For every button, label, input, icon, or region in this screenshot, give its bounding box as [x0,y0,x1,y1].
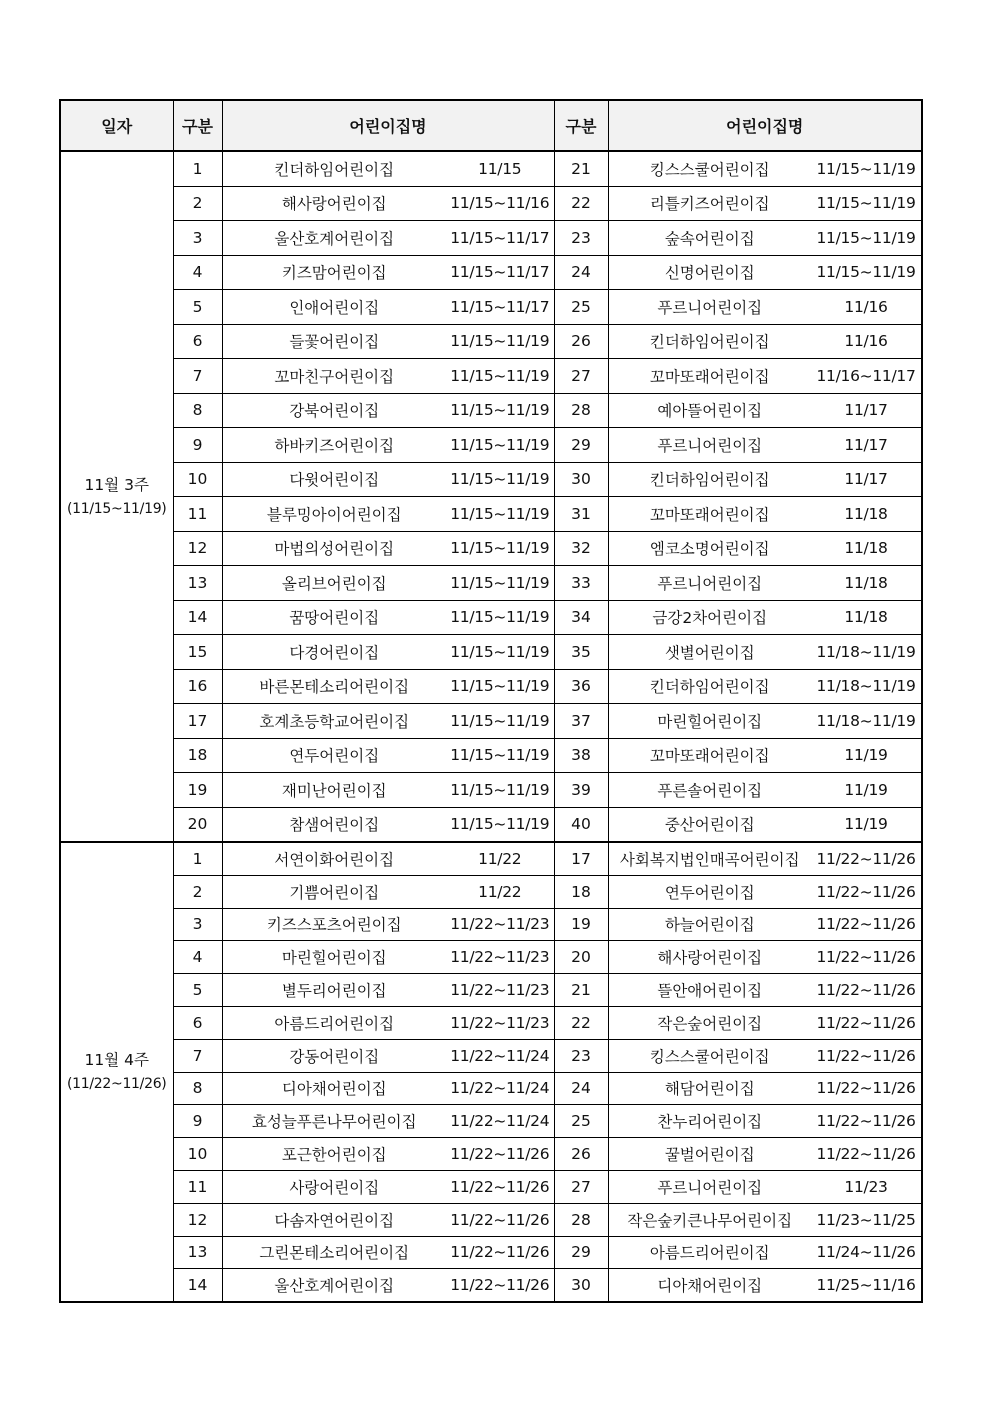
header-category: 구분 [173,100,222,151]
daycare-name: 해담어린이집 [608,1072,811,1105]
row-number: 12 [173,1203,222,1236]
week-label: 11월 4주 [84,1051,149,1070]
daycare-name: 디아채어린이집 [608,1269,811,1302]
period: 11/17 [811,428,922,463]
table-row [60,221,922,256]
row-number: 3 [173,221,222,256]
daycare-name: 하바키즈어린이집 [222,428,446,463]
row-number: 13 [173,566,222,601]
row-number: 22 [554,1006,608,1039]
daycare-name: 푸른솔어린이집 [608,773,811,808]
period: 11/22~11/26 [811,875,922,908]
daycare-name: 서연이화어린이집 [222,842,446,875]
week-cell [60,842,173,1302]
row-number: 22 [554,186,608,221]
row-number: 23 [554,1039,608,1072]
table-row [60,359,922,394]
period: 11/22~11/23 [446,1006,554,1039]
week-label: 11월 3주 [84,475,149,494]
daycare-name: 찬누리어린이집 [608,1105,811,1138]
daycare-name: 울산호계어린이집 [222,1269,446,1302]
daycare-name: 하늘어린이집 [608,908,811,941]
period: 11/19 [811,807,922,842]
row-number: 28 [554,1203,608,1236]
daycare-name: 꿀벌어린이집 [608,1138,811,1171]
period: 11/15~11/19 [811,255,922,290]
week-range: (11/22~11/26) [67,1076,167,1093]
period: 11/15~11/19 [446,462,554,497]
period: 11/23 [811,1170,922,1203]
period: 11/15 [446,151,554,186]
period: 11/18 [811,566,922,601]
period: 11/22 [446,842,554,875]
period: 11/15~11/19 [446,566,554,601]
period: 11/22~11/26 [811,1138,922,1171]
table-row [60,531,922,566]
period: 11/25~11/16 [811,1269,922,1302]
daycare-name: 금강2차어린이집 [608,600,811,635]
period: 11/15~11/19 [446,807,554,842]
period: 11/17 [811,393,922,428]
row-number: 26 [554,324,608,359]
table-row [60,1269,922,1302]
row-number: 8 [173,393,222,428]
daycare-name: 다경어린이집 [222,635,446,670]
row-number: 17 [554,842,608,875]
period: 11/18 [811,497,922,532]
row-number: 10 [173,462,222,497]
daycare-name: 호계초등학교어린이집 [222,704,446,739]
table-row [60,773,922,808]
period: 11/22~11/24 [446,1072,554,1105]
table-row [60,842,922,875]
daycare-name: 재미난어린이집 [222,773,446,808]
daycare-name: 푸르니어린이집 [608,290,811,325]
row-number: 37 [554,704,608,739]
daycare-name: 블루밍아이어린이집 [222,497,446,532]
period: 11/15~11/19 [811,151,922,186]
period: 11/22~11/26 [811,1105,922,1138]
daycare-name: 다윗어린이집 [222,462,446,497]
daycare-name: 올리브어린이집 [222,566,446,601]
daycare-name: 킨더하임어린이집 [222,151,446,186]
daycare-name: 샛별어린이집 [608,635,811,670]
period: 11/15~11/19 [446,531,554,566]
daycare-name: 작은숲어린이집 [608,1006,811,1039]
row-number: 2 [173,186,222,221]
daycare-name: 작은숲키큰나무어린이집 [608,1203,811,1236]
period: 11/22~11/26 [811,1039,922,1072]
row-number: 9 [173,428,222,463]
table-row [60,1203,922,1236]
daycare-name: 들꽃어린이집 [222,324,446,359]
row-number: 11 [173,1170,222,1203]
period: 11/22~11/24 [446,1105,554,1138]
period: 11/22~11/26 [446,1170,554,1203]
row-number: 30 [554,1269,608,1302]
period: 11/15~11/19 [811,221,922,256]
period: 11/15~11/19 [811,186,922,221]
schedule-table [59,99,923,1303]
row-number: 1 [173,151,222,186]
row-number: 5 [173,290,222,325]
period: 11/15~11/19 [446,428,554,463]
period: 11/22~11/24 [446,1039,554,1072]
period: 11/22~11/26 [446,1269,554,1302]
row-number: 2 [173,875,222,908]
daycare-name: 꼬마친구어린이집 [222,359,446,394]
period: 11/18~11/19 [811,704,922,739]
daycare-name: 다솜자연어린이집 [222,1203,446,1236]
header-row [60,100,922,151]
daycare-name: 포근한어린이집 [222,1138,446,1171]
daycare-name: 키즈스포츠어린이집 [222,908,446,941]
period: 11/15~11/17 [446,221,554,256]
period: 11/15~11/19 [446,704,554,739]
period: 11/23~11/25 [811,1203,922,1236]
table-row [60,875,922,908]
table-row [60,704,922,739]
period: 11/22~11/23 [446,908,554,941]
daycare-name: 디아채어린이집 [222,1072,446,1105]
table-row [60,738,922,773]
row-number: 36 [554,669,608,704]
row-number: 18 [554,875,608,908]
daycare-name: 신명어린이집 [608,255,811,290]
table-row [60,1105,922,1138]
table-row [60,255,922,290]
daycare-name: 사회복지법인매곡어린이집 [608,842,811,875]
period: 11/22~11/26 [811,1072,922,1105]
period: 11/15~11/17 [446,255,554,290]
period: 11/18 [811,600,922,635]
row-number: 25 [554,290,608,325]
table-row [60,324,922,359]
daycare-name: 뜰안애어린이집 [608,974,811,1007]
period: 11/15~11/19 [446,635,554,670]
table-row [60,635,922,670]
daycare-name: 킨더하임어린이집 [608,669,811,704]
daycare-name: 사랑어린이집 [222,1170,446,1203]
table-row [60,974,922,1007]
table-row [60,1138,922,1171]
row-number: 23 [554,221,608,256]
period: 11/22~11/26 [446,1138,554,1171]
table-row [60,807,922,842]
row-number: 20 [554,941,608,974]
row-number: 26 [554,1138,608,1171]
period: 11/22~11/26 [811,1006,922,1039]
daycare-name: 강북어린이집 [222,393,446,428]
row-number: 29 [554,1236,608,1269]
row-number: 8 [173,1072,222,1105]
period: 11/18~11/19 [811,669,922,704]
table-row [60,428,922,463]
table-row [60,566,922,601]
daycare-name: 킨더하임어린이집 [608,324,811,359]
table-row [60,462,922,497]
row-number: 33 [554,566,608,601]
daycare-name: 숲속어린이집 [608,221,811,256]
period: 11/17 [811,462,922,497]
row-number: 34 [554,600,608,635]
daycare-name: 해사랑어린이집 [608,941,811,974]
daycare-name: 아름드리어린이집 [222,1006,446,1039]
header-daycare-name-2: 어린이집명 [608,100,922,151]
daycare-name: 인애어린이집 [222,290,446,325]
row-number: 38 [554,738,608,773]
header-daycare-name: 어린이집명 [222,100,554,151]
daycare-name: 푸르니어린이집 [608,566,811,601]
daycare-name: 연두어린이집 [608,875,811,908]
period: 11/19 [811,773,922,808]
period: 11/22 [446,875,554,908]
period: 11/22~11/23 [446,974,554,1007]
period: 11/24~11/26 [811,1236,922,1269]
row-number: 21 [554,151,608,186]
row-number: 18 [173,738,222,773]
daycare-name: 킹스스쿨어린이집 [608,1039,811,1072]
row-number: 27 [554,359,608,394]
row-number: 4 [173,941,222,974]
daycare-name: 참샘어린이집 [222,807,446,842]
daycare-name: 푸르니어린이집 [608,1170,811,1203]
daycare-name: 엠코소명어린이집 [608,531,811,566]
table-row [60,393,922,428]
daycare-name: 바른몬테소리어린이집 [222,669,446,704]
row-number: 39 [554,773,608,808]
daycare-name: 킹스스쿨어린이집 [608,151,811,186]
daycare-name: 강동어린이집 [222,1039,446,1072]
week-range: (11/15~11/19) [67,500,167,517]
daycare-name: 꼬마또래어린이집 [608,497,811,532]
row-number: 13 [173,1236,222,1269]
daycare-name: 울산호계어린이집 [222,221,446,256]
table-row [60,186,922,221]
period: 11/22~11/26 [811,974,922,1007]
period: 11/15~11/19 [446,738,554,773]
period: 11/15~11/19 [446,773,554,808]
row-number: 25 [554,1105,608,1138]
period: 11/22~11/26 [446,1236,554,1269]
daycare-name: 아름드리어린이집 [608,1236,811,1269]
daycare-name: 효성늘푸른나무어린이집 [222,1105,446,1138]
row-number: 1 [173,842,222,875]
row-number: 12 [173,531,222,566]
period: 11/22~11/23 [446,941,554,974]
table-row [60,1039,922,1072]
daycare-name: 중산어린이집 [608,807,811,842]
row-number: 20 [173,807,222,842]
header-category-2: 구분 [554,100,608,151]
daycare-name: 마법의성어린이집 [222,531,446,566]
row-number: 10 [173,1138,222,1171]
table-row [60,941,922,974]
daycare-name: 꼬마또래어린이집 [608,359,811,394]
row-number: 31 [554,497,608,532]
row-number: 24 [554,1072,608,1105]
table-row [60,1072,922,1105]
table-row [60,497,922,532]
period: 11/16 [811,324,922,359]
row-number: 30 [554,462,608,497]
daycare-name: 연두어린이집 [222,738,446,773]
row-number: 21 [554,974,608,1007]
period: 11/15~11/19 [446,393,554,428]
row-number: 14 [173,600,222,635]
table-row [60,1170,922,1203]
row-number: 19 [173,773,222,808]
period: 11/22~11/26 [811,908,922,941]
row-number: 24 [554,255,608,290]
week-cell [60,151,173,842]
daycare-name: 꿈땅어린이집 [222,600,446,635]
table-row [60,151,922,186]
table-row [60,669,922,704]
period: 11/16~11/17 [811,359,922,394]
row-number: 19 [554,908,608,941]
schedule-body [60,151,922,1302]
daycare-name: 해사랑어린이집 [222,186,446,221]
row-number: 7 [173,359,222,394]
row-number: 6 [173,324,222,359]
row-number: 40 [554,807,608,842]
period: 11/15~11/17 [446,290,554,325]
row-number: 7 [173,1039,222,1072]
row-number: 35 [554,635,608,670]
row-number: 15 [173,635,222,670]
period: 11/19 [811,738,922,773]
table-row [60,908,922,941]
row-number: 14 [173,1269,222,1302]
table-row [60,600,922,635]
period: 11/15~11/19 [446,497,554,532]
row-number: 6 [173,1006,222,1039]
table-row [60,1236,922,1269]
period: 11/22~11/26 [446,1203,554,1236]
daycare-name: 꼬마또래어린이집 [608,738,811,773]
row-number: 16 [173,669,222,704]
row-number: 28 [554,393,608,428]
row-number: 5 [173,974,222,1007]
daycare-name: 마린힐어린이집 [222,941,446,974]
row-number: 27 [554,1170,608,1203]
row-number: 3 [173,908,222,941]
daycare-name: 푸르니어린이집 [608,428,811,463]
period: 11/16 [811,290,922,325]
row-number: 9 [173,1105,222,1138]
period: 11/18 [811,531,922,566]
header-date: 일자 [60,100,173,151]
row-number: 32 [554,531,608,566]
daycare-name: 기쁨어린이집 [222,875,446,908]
row-number: 17 [173,704,222,739]
daycare-name: 예아뜰어린이집 [608,393,811,428]
daycare-name: 그린몬테소리어린이집 [222,1236,446,1269]
row-number: 29 [554,428,608,463]
daycare-name: 별두리어린이집 [222,974,446,1007]
row-number: 4 [173,255,222,290]
period: 11/18~11/19 [811,635,922,670]
row-number: 11 [173,497,222,532]
daycare-name: 킨더하임어린이집 [608,462,811,497]
period: 11/15~11/19 [446,324,554,359]
period: 11/15~11/19 [446,600,554,635]
table-row [60,1006,922,1039]
period: 11/15~11/16 [446,186,554,221]
table-row [60,290,922,325]
daycare-name: 리틀키즈어린이집 [608,186,811,221]
period: 11/22~11/26 [811,842,922,875]
daycare-name: 키즈맘어린이집 [222,255,446,290]
period: 11/15~11/19 [446,359,554,394]
period: 11/22~11/26 [811,941,922,974]
daycare-name: 마린힐어린이집 [608,704,811,739]
period: 11/15~11/19 [446,669,554,704]
